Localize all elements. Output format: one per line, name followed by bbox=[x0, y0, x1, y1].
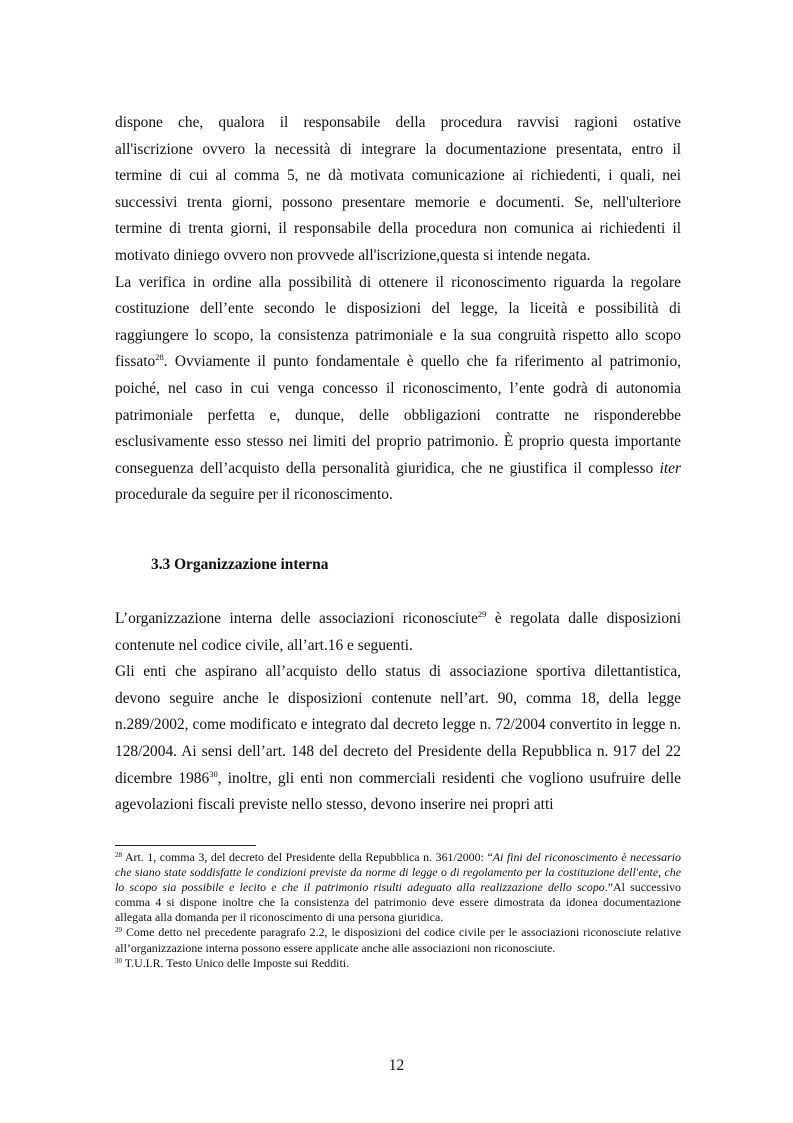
paragraph-text: Gli enti che aspirano all’acquisto dello status di associazione sportiva dilettantistica, devono seguire anche le disposizioni contenute nell’art. 90, comma 18, della legge n.289/2002, come modificato e integrato dal decreto legge n. 72/2004 convertito in legge n. 128/2004. Ai sensi dell’art. 148 del decreto del Presidente della Repubblica n. 917 del 22 dicembre 1986 bbox=[115, 663, 681, 787]
footnote-quote: Ai fini del riconoscimento è necessario che siano state soddisfatte le condizioni previste da norme di legge o di regolamento per la costituzione dell'ente, che lo scopo sia possibile e lecito e che il patrimonio risulti adeguato alla realizzazione dello scopo bbox=[115, 850, 681, 895]
paragraph-text: procedurale da seguire per il riconoscimento. bbox=[115, 486, 393, 504]
footnote-ref-30: 30 bbox=[209, 768, 218, 779]
footnote-text: Art. 1, comma 3, del decreto del Presidente della Repubblica n. 361/2000: “ bbox=[122, 850, 493, 864]
footnote-29 bbox=[115, 925, 681, 955]
text-line: successivi trenta giorni, possono presentare memorie e documenti. Se, nell'ulteriore bbox=[115, 193, 681, 211]
paragraph-organizzazione bbox=[115, 606, 681, 659]
footnote-text: Come detto nel precedente paragrafo 2.2, le disposizioni del codice civile per le associazioni riconosciute relative all’organizzazione interna possono essere applicate anche alle associazioni non riconosciute. bbox=[115, 925, 681, 955]
paragraph-text: è regolata dalle disposizioni contenute nel codice civile, all’art.16 e seguenti. bbox=[115, 610, 681, 654]
text-line: termine di trenta giorni, il responsabile della procedura non comunica ai richiedenti il bbox=[115, 220, 681, 238]
text-line: all'iscrizione ovvero la necessità di integrare la documentazione presentata, entro il bbox=[115, 140, 681, 158]
italic-term: iter bbox=[659, 459, 681, 477]
paragraph-text: . Ovviamente il punto fondamentale è quello che fa riferimento al patrimonio, poiché, nel caso in cui venga concesso il riconoscimento, l’ente godrà di autonomia patrimoniale perfetta e, dunque, delle obbligazioni contratte ne risponderebbe esclusivamente esso stesso nei limiti del proprio patrimonio. È proprio questa importante conseguenza dell’acquisto della personalità giuridica, che ne giustifica il complesso bbox=[115, 353, 681, 477]
footnote-number: 30 bbox=[115, 956, 122, 965]
footnote-ref-29: 29 bbox=[477, 609, 487, 619]
footnote-number: 29 bbox=[115, 926, 122, 935]
text-line: dispone che, qualora il responsabile della procedura ravvisi ragioni ostative bbox=[115, 114, 681, 131]
page-number: 12 bbox=[388, 1057, 405, 1074]
body-text-bottom bbox=[115, 606, 681, 819]
paragraph-verifica bbox=[115, 270, 681, 509]
text-line: motivato diniego ovvero non provvede all'iscrizione,questa si intende negata. bbox=[115, 246, 591, 264]
footnote-28 bbox=[115, 850, 681, 925]
footnote-number: 28 bbox=[115, 851, 122, 859]
footnote-ref-28: 28 bbox=[155, 352, 164, 363]
paragraph-text: L’organizzazione interna delle associazioni riconosciute bbox=[115, 610, 478, 627]
paragraph-text: , inoltre, gli enti non commerciali residenti che vogliono usufruire delle agevolazioni fiscali previste nello stesso, devono inserire nei propri atti bbox=[115, 769, 682, 814]
paragraph-text: La verifica in ordine alla possibilità di ottenere il riconoscimento riguarda la regolare costituzione dell’ente secondo le disposizioni del legge, la liceità e possibilità di raggiungere lo scopo, la consistenza patrimoniale e la sua congruità rispetto allo scopo fissato bbox=[115, 273, 681, 371]
body-text-top bbox=[115, 110, 681, 509]
paragraph-continuation bbox=[115, 110, 681, 270]
footnote-text: .”Al successivo comma 4 si dispone inoltre che la consistenza del patrimonio deve essere dimostrata da idonea documentazione allegata alla domanda per il riconoscimento di una persona giuridica. bbox=[115, 880, 681, 925]
text-line: termine di cui al comma 5, ne dà motivata comunicazione ai richiedenti, i quali, nei bbox=[115, 167, 681, 185]
footnotes bbox=[115, 850, 681, 971]
paragraph-enti bbox=[115, 659, 681, 819]
footnote-text: T.U.I.R. Testo Unico delle Imposte sui Redditi. bbox=[122, 955, 350, 970]
footnote-30 bbox=[115, 956, 681, 971]
section-heading: 3.3 Organizzazione interna bbox=[151, 556, 329, 573]
footnote-divider bbox=[115, 845, 256, 846]
